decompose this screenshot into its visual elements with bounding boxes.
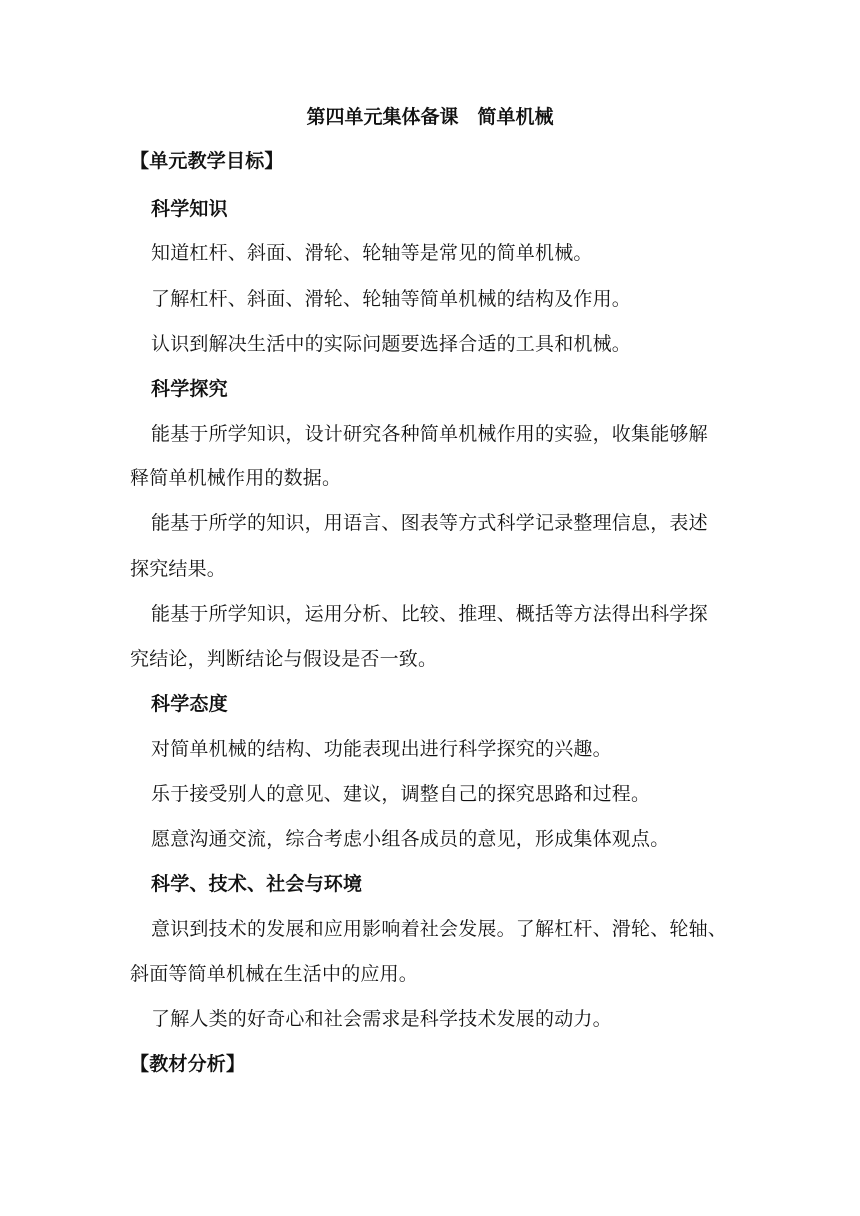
section-heading-goals: 【单元教学目标】 [130,150,284,172]
page-title: 第四单元集体备课 简单机械 [306,106,554,128]
paragraph: 了解人类的好奇心和社会需求是科学技术发展的动力。 [151,1008,612,1030]
paragraph-continuation: 释简单机械作用的数据。 [130,467,342,489]
subheading-inquiry: 科学探究 [151,378,228,400]
paragraph-continuation: 斜面等简单机械在生活中的应用。 [130,963,419,985]
paragraph: 能基于所学的知识，用语言、图表等方式科学记录整理信息，表述 [151,512,708,534]
paragraph: 了解杠杆、斜面、滑轮、轮轴等简单机械的结构及作用。 [151,288,632,310]
paragraph: 认识到解决生活中的实际问题要选择合适的工具和机械。 [151,333,632,355]
paragraph: 能基于所学知识，设计研究各种简单机械作用的实验，收集能够解 [151,423,708,445]
subheading-knowledge: 科学知识 [151,198,228,220]
paragraph: 愿意沟通交流，综合考虑小组各成员的意见，形成集体观点。 [151,828,670,850]
paragraph: 乐于接受别人的意见、建议，调整自己的探究思路和过程。 [151,783,651,805]
paragraph: 意识到技术的发展和应用影响着社会发展。了解杠杆、滑轮、轮轴、 [151,918,728,940]
paragraph: 知道杠杆、斜面、滑轮、轮轴等是常见的简单机械。 [151,242,593,264]
paragraph: 能基于所学知识，运用分析、比较、推理、概括等方法得出科学探 [151,603,708,625]
subheading-attitude: 科学态度 [151,693,228,715]
subheading-stse: 科学、技术、社会与环境 [151,873,363,895]
paragraph: 对简单机械的结构、功能表现出进行科学探究的兴趣。 [151,738,612,760]
section-heading-textbook: 【教材分析】 [130,1053,246,1075]
paragraph-continuation: 究结论，判断结论与假设是否一致。 [130,648,438,670]
paragraph-continuation: 探究结果。 [130,558,227,580]
